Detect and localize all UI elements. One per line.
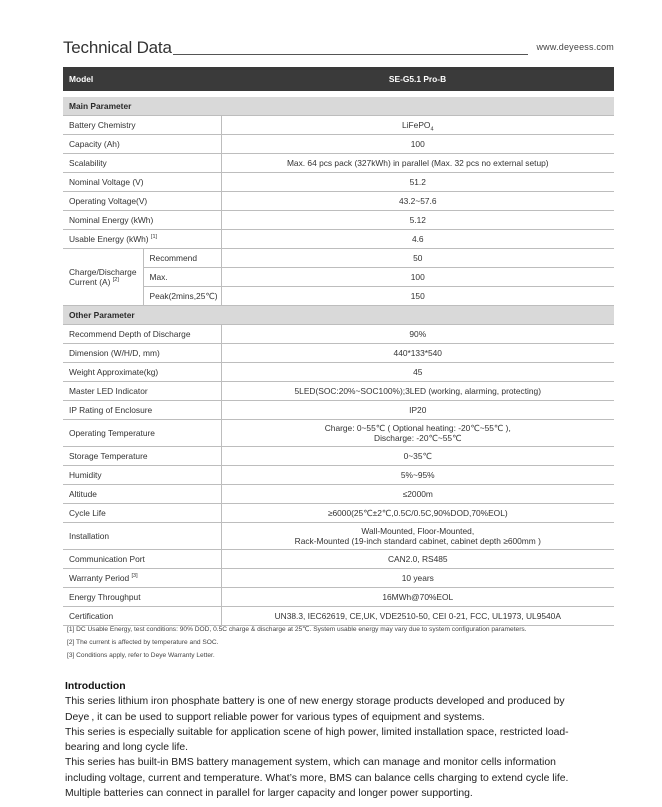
row-sublabel: Max. [143, 268, 221, 287]
intro-line: This series lithium iron phosphate battery is one of new energy storage products developed and produced by [65, 696, 565, 708]
row-value: 440*133*540 [221, 344, 614, 363]
row-label: Nominal Voltage (V) [63, 173, 221, 192]
row-label: Battery Chemistry [63, 116, 221, 135]
row-value: 100 [221, 268, 614, 287]
introduction-heading: Introduction [65, 681, 126, 692]
row-label: Weight Approximate(kg) [63, 363, 221, 382]
row-value: 150 [221, 287, 614, 306]
table-header-row [63, 67, 614, 91]
row-value: 50 [221, 249, 614, 268]
row-label: Communication Port [63, 550, 221, 569]
row-label: Storage Temperature [63, 447, 221, 466]
row-label: Altitude [63, 485, 221, 504]
row-value: 5LED(SOC:20%~SOC100%);3LED (working, alarming, protecting) [221, 382, 614, 401]
row-label: Cycle Life [63, 504, 221, 523]
table-row [63, 230, 614, 249]
section-other-parameter: Other Parameter [63, 306, 614, 325]
row-label: Operating Temperature [63, 420, 221, 447]
table-row [63, 550, 614, 569]
row-label: Recommend Depth of Discharge [63, 325, 221, 344]
row-value: 51.2 [221, 173, 614, 192]
table-row [63, 135, 614, 154]
intro-line: This series has built-in BMS battery management system, which can manage and monitor cells information [65, 757, 556, 769]
row-sublabel: Peak(2mins,25℃) [143, 287, 221, 306]
table-row [63, 116, 614, 135]
row-label: Operating Voltage(V) [63, 192, 221, 211]
intro-line: Multiple batteries can connect in parallel for larger capacity and longer power supporting. [65, 788, 473, 800]
row-value: LiFePO$_4$ [221, 116, 614, 135]
table-row [63, 192, 614, 211]
intro-line: including voltage, current and temperature. What’s more, BMS can balance cells charging to extend cycle life. [65, 772, 569, 784]
row-sublabel: Recommend [143, 249, 221, 268]
table-row [63, 466, 614, 485]
row-label: Installation [63, 523, 221, 550]
table-row [63, 344, 614, 363]
section-main-parameter: Main Parameter [63, 97, 614, 116]
row-value: 5.12 [221, 211, 614, 230]
row-label: Warranty Period [3] [63, 569, 221, 588]
row-label: Capacity (Ah) [63, 135, 221, 154]
table-row [63, 382, 614, 401]
table-row [63, 420, 614, 447]
title-rule [173, 54, 528, 55]
table-row [63, 154, 614, 173]
table-row [63, 173, 614, 192]
table-row [63, 504, 614, 523]
introduction-section [65, 679, 625, 801]
table-row [63, 363, 614, 382]
footnote-ref: [3] [131, 573, 138, 580]
row-value: Wall-Mounted, Floor-Mounted, Rack-Mounted (19-inch standard cabinet, cabinet depth ≥600mm ) [221, 523, 614, 550]
row-label: Scalability [63, 154, 221, 173]
row-value: CAN2.0, RS485 [221, 550, 614, 569]
row-label: Energy Throughput [63, 588, 221, 607]
table-row [63, 325, 614, 344]
page-title: Technical Data [63, 38, 172, 57]
row-value: UN38.3, IEC62619, CE,UK, VDE2510-50, CEI 0-21, FCC, UL1973, UL9540A [221, 607, 614, 626]
footnote-ref: [1] [150, 234, 158, 241]
table-row [63, 447, 614, 466]
table-row [63, 569, 614, 588]
table-row [63, 249, 614, 268]
row-value: 90% [221, 325, 614, 344]
row-value: Max. 64 pcs pack (327kWh) in parallel (Max. 32 pcs no external setup) [221, 154, 614, 173]
row-value: 4.6 [221, 230, 614, 249]
spec-table [63, 67, 614, 626]
row-value: ≤2000m [221, 485, 614, 504]
intro-line: This series is especially suitable for application scene of high power, limited installation space, restricted load- [65, 726, 569, 738]
table-row [63, 401, 614, 420]
row-value: 43.2~57.6 [221, 192, 614, 211]
footnote: [1] DC Usable Energy, test conditions: 90% DOD, 0.5C charge & discharge at 25℃. System usable energy may vary due to system configuration parameters. [67, 626, 527, 633]
row-label: Dimension (W/H/D, mm) [63, 344, 221, 363]
row-value: 45 [221, 363, 614, 382]
row-value: ≥6000(25℃±2℃,0.5C/0.5C,90%DOD,70%EOL) [221, 504, 614, 523]
footnote: [3] Conditions apply, refer to Deye Warranty Letter. [67, 652, 215, 659]
intro-line: bearing and long cycle life. [65, 742, 189, 754]
row-value: Charge: 0~55℃ ( Optional heating: -20℃~55℃ ), Discharge: -20℃~55℃ [221, 420, 614, 447]
row-label: Usable Energy (kWh) [1] [63, 230, 221, 249]
row-value: 5%~95% [221, 466, 614, 485]
row-label: Certification [63, 607, 221, 626]
row-value: 0~35℃ [221, 447, 614, 466]
charge-discharge-label: Charge/Discharge Current (A) [2] [63, 249, 143, 306]
footnote: [2] The current is affected by temperature and SOC. [67, 639, 219, 646]
table-row [63, 523, 614, 550]
row-value: 16MWh@70%EOL [221, 588, 614, 607]
row-label: IP Rating of Enclosure [63, 401, 221, 420]
table-row [63, 485, 614, 504]
page-header [63, 38, 614, 58]
table-row [63, 588, 614, 607]
footnote-ref: [2] [112, 277, 119, 284]
table-row [63, 211, 614, 230]
model-label: Model [63, 67, 221, 91]
row-value: IP20 [221, 401, 614, 420]
intro-line: Deye , it can be used to support reliable power for various types of equipment and systems. [65, 711, 485, 723]
model-value: SE-G5.1 Pro-B [221, 67, 614, 91]
row-label: Nominal Energy (kWh) [63, 211, 221, 230]
footnotes [67, 623, 527, 662]
row-label: Master LED Indicator [63, 382, 221, 401]
row-value: 100 [221, 135, 614, 154]
row-value: 10 years [221, 569, 614, 588]
table-row [63, 268, 614, 287]
website-link[interactable]: www.deyeess.com [536, 42, 614, 52]
row-label: Humidity [63, 466, 221, 485]
table-row [63, 287, 614, 306]
